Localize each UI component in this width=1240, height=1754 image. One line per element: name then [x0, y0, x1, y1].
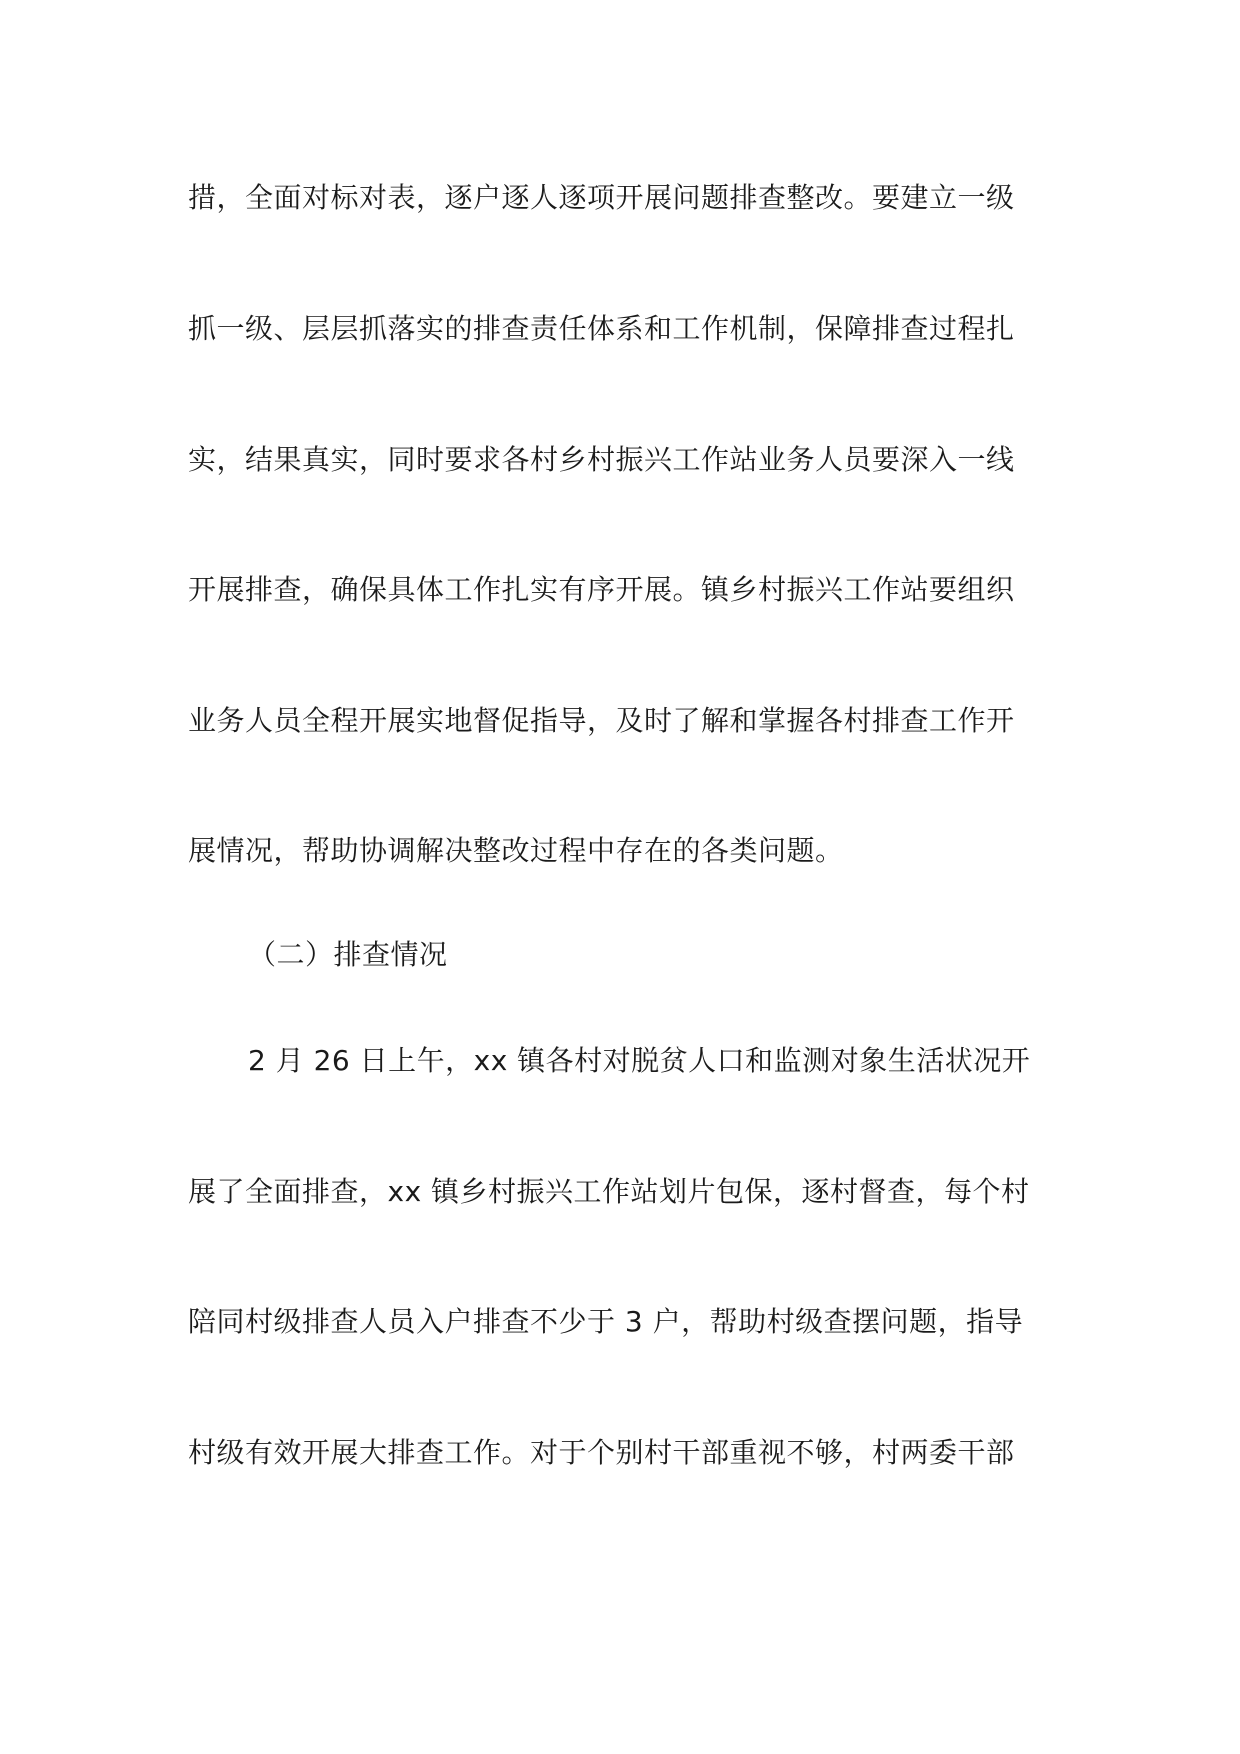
paragraph-line: 开展排查，确保具体工作扎实有序开展。镇乡村振兴工作站要组织 — [188, 573, 1015, 606]
paragraph-line: 抓一级、层层抓落实的排查责任体系和工作机制，保障排查过程扎 — [188, 312, 1015, 345]
section-heading: （二）排查情况 — [248, 938, 448, 971]
paragraph-line: 陪同村级排查人员入户排查不少于 3 户，帮助村级查摆问题，指导 — [188, 1305, 1024, 1338]
paragraph-line: 措，全面对标对表，逐户逐人逐项开展问题排查整改。要建立一级 — [188, 181, 1015, 214]
paragraph-line: 村级有效开展大排查工作。对于个别村干部重视不够，村两委干部 — [188, 1436, 1015, 1469]
paragraph-line: 业务人员全程开展实地督促指导，及时了解和掌握各村排查工作开 — [188, 704, 1015, 737]
paragraph-line: 实，结果真实，同时要求各村乡村振兴工作站业务人员要深入一线 — [188, 443, 1015, 476]
paragraph-line: 展了全面排查，xx 镇乡村振兴工作站划片包保，逐村督查，每个村 — [188, 1175, 1030, 1208]
paragraph-line: 展情况，帮助协调解决整改过程中存在的各类问题。 — [188, 834, 844, 867]
paragraph-line: 2 月 26 日上午，xx 镇各村对脱贫人口和监测对象生活状况开 — [248, 1044, 1031, 1077]
